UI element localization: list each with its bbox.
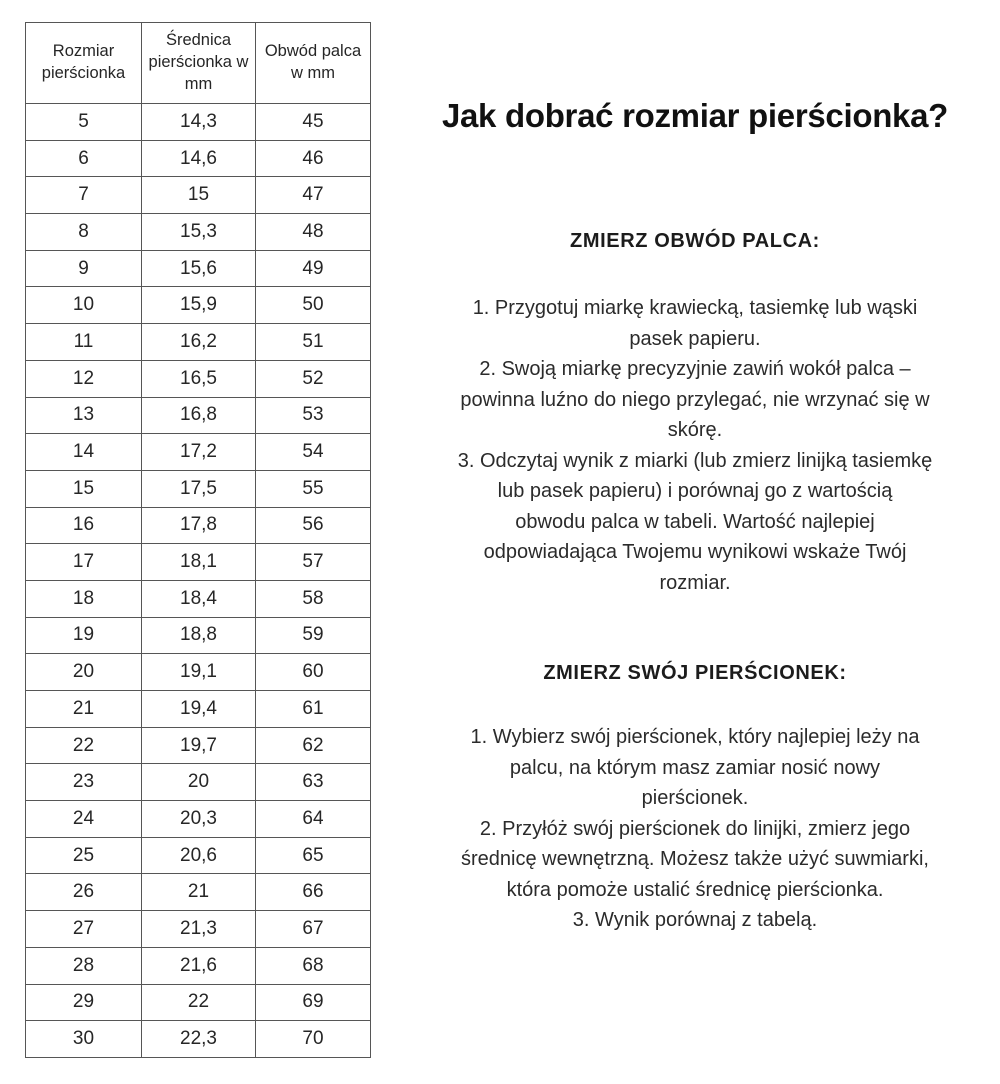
table-cell: 20,6	[142, 837, 256, 874]
instruction-line: palcu, na którym masz zamiar nosić nowy	[509, 756, 881, 779]
table-cell: 66	[256, 874, 371, 911]
instruction-step	[398, 814, 992, 906]
table-cell: 9	[26, 250, 142, 287]
instruction-line: 2. Swoją miarkę precyzyjnie zawiń wokół palca –	[479, 358, 911, 380]
table-cell: 23	[26, 764, 142, 801]
table-cell: 15,9	[142, 287, 256, 324]
section-heading-measure-finger: ZMIERZ OBWÓD PALCA:	[570, 230, 820, 252]
instruction-line: która pomoże ustalić średnicę pierścionka.	[506, 878, 884, 901]
section-heading-measure-ring: ZMIERZ SWÓJ PIERŚCIONEK:	[543, 662, 847, 684]
ring-size-table	[25, 22, 371, 1058]
table-cell: 12	[26, 360, 142, 397]
table-cell: 18,1	[142, 544, 256, 581]
table-cell: 20	[142, 764, 256, 801]
instruction-line: odpowiadająca Twojemu wynikowi wskaże Twój	[483, 541, 907, 563]
instruction-line: rozmiar.	[659, 571, 731, 594]
table-row	[26, 874, 371, 911]
table-cell: 7	[26, 177, 142, 214]
table-cell: 14,3	[142, 104, 256, 141]
table-cell: 27	[26, 911, 142, 948]
table-row	[26, 544, 371, 581]
table-cell: 14	[26, 434, 142, 471]
table-cell: 51	[256, 324, 371, 361]
table-cell: 22	[142, 984, 256, 1021]
table-cell: 56	[256, 507, 371, 544]
table-cell: 14,6	[142, 140, 256, 177]
table-row	[26, 140, 371, 177]
table-cell: 20,3	[142, 801, 256, 838]
table-cell: 30	[26, 1021, 142, 1058]
table-cell: 19,7	[142, 727, 256, 764]
instructions-list-measure-finger	[398, 293, 992, 598]
instruction-line: 2. Przyłóż swój pierścionek do linijki, zmierz jego	[479, 817, 911, 840]
table-cell: 15	[142, 177, 256, 214]
table-row	[26, 947, 371, 984]
instruction-line: powinna luźno do niego przylegać, nie wrzynać się w	[460, 388, 930, 411]
instruction-line: 3. Odczytaj wynik z miarki (lub zmierz linijką tasiemkę	[457, 449, 933, 472]
instructions-column	[398, 0, 992, 1084]
table-cell: 10	[26, 287, 142, 324]
table-cell: 61	[256, 691, 371, 728]
table-cell: 50	[256, 287, 371, 324]
table-cell: 45	[256, 104, 371, 141]
table-cell: 17,2	[142, 434, 256, 471]
instruction-step	[398, 293, 992, 354]
table-cell: 8	[26, 214, 142, 251]
table-cell: 17,8	[142, 507, 256, 544]
table-row	[26, 727, 371, 764]
instruction-line: 1. Wybierz swój pierścionek, który najlepiej leży na	[470, 726, 920, 748]
instruction-line: 3. Wynik porównaj z tabelą.	[572, 909, 818, 931]
table-row	[26, 764, 371, 801]
table-cell: 47	[256, 177, 371, 214]
table-row	[26, 250, 371, 287]
table-cell: 16	[26, 507, 142, 544]
table-cell: 25	[26, 837, 142, 874]
instruction-line: pierścionek.	[641, 787, 749, 809]
table-row	[26, 580, 371, 617]
table-row	[26, 984, 371, 1021]
table-cell: 63	[256, 764, 371, 801]
instruction-step	[398, 722, 992, 814]
table-cell: 18,4	[142, 580, 256, 617]
table-cell: 64	[256, 801, 371, 838]
table-cell: 19	[26, 617, 142, 654]
table-cell: 15,6	[142, 250, 256, 287]
header-cell-ring-diameter: Średnica pierścionka w mm	[142, 23, 256, 104]
table-row	[26, 801, 371, 838]
table-row	[26, 470, 371, 507]
table-cell: 13	[26, 397, 142, 434]
instruction-step	[398, 905, 992, 936]
table-row	[26, 837, 371, 874]
table-row	[26, 177, 371, 214]
table-row	[26, 434, 371, 471]
table-row	[26, 397, 371, 434]
table-cell: 21	[142, 874, 256, 911]
table-cell: 59	[256, 617, 371, 654]
table-cell: 58	[256, 580, 371, 617]
table-cell: 21,6	[142, 947, 256, 984]
instructions-list-measure-ring	[398, 722, 992, 936]
table-row	[26, 654, 371, 691]
table-row	[26, 617, 371, 654]
table-row	[26, 324, 371, 361]
table-cell: 19,4	[142, 691, 256, 728]
table-cell: 69	[256, 984, 371, 1021]
instruction-line: obwodu palca w tabeli. Wartość najlepiej	[515, 510, 875, 533]
table-cell: 21	[26, 691, 142, 728]
table-row	[26, 104, 371, 141]
table-row	[26, 1021, 371, 1058]
table-cell: 15,3	[142, 214, 256, 251]
instruction-line: skórę.	[667, 419, 723, 441]
table-cell: 21,3	[142, 911, 256, 948]
instruction-line: 1. Przygotuj miarkę krawiecką, tasiemkę lub wąski	[472, 297, 918, 319]
instruction-step	[398, 354, 992, 446]
instruction-line: lub pasek papieru) i porównaj go z wartością	[497, 480, 893, 502]
header-cell-ring-size: Rozmiar pierścionka	[26, 23, 142, 104]
table-cell: 22,3	[142, 1021, 256, 1058]
instruction-line: pasek papieru.	[629, 327, 761, 350]
table-cell: 17	[26, 544, 142, 581]
table-cell: 55	[256, 470, 371, 507]
table-cell: 18,8	[142, 617, 256, 654]
header-cell-finger-circumference: Obwód palca w mm	[256, 23, 371, 104]
table-cell: 11	[26, 324, 142, 361]
table-cell: 54	[256, 434, 371, 471]
table-cell: 52	[256, 360, 371, 397]
instruction-step	[398, 446, 992, 599]
table-cell: 48	[256, 214, 371, 251]
table-cell: 70	[256, 1021, 371, 1058]
table-cell: 18	[26, 580, 142, 617]
table-cell: 16,5	[142, 360, 256, 397]
table-cell: 62	[256, 727, 371, 764]
table-row	[26, 360, 371, 397]
table-cell: 6	[26, 140, 142, 177]
table-cell: 53	[256, 397, 371, 434]
table-cell: 29	[26, 984, 142, 1021]
table-cell: 49	[256, 250, 371, 287]
table-cell: 67	[256, 911, 371, 948]
table-header-row	[26, 23, 371, 104]
table-cell: 28	[26, 947, 142, 984]
table-cell: 17,5	[142, 470, 256, 507]
table-row	[26, 287, 371, 324]
table-cell: 26	[26, 874, 142, 911]
page-title: Jak dobrać rozmiar pierścionka?	[441, 97, 949, 134]
table-cell: 19,1	[142, 654, 256, 691]
table-row	[26, 507, 371, 544]
instruction-line: średnicę wewnętrzną. Możesz także użyć suwmiarki,	[461, 848, 929, 870]
table-cell: 65	[256, 837, 371, 874]
table-cell: 22	[26, 727, 142, 764]
table-cell: 15	[26, 470, 142, 507]
table-cell: 68	[256, 947, 371, 984]
table-cell: 24	[26, 801, 142, 838]
table-cell: 57	[256, 544, 371, 581]
table-body	[26, 104, 371, 1058]
table-cell: 16,8	[142, 397, 256, 434]
table-cell: 16,2	[142, 324, 256, 361]
table-cell: 20	[26, 654, 142, 691]
table-row	[26, 911, 371, 948]
table-cell: 5	[26, 104, 142, 141]
table-cell: 60	[256, 654, 371, 691]
table-row	[26, 691, 371, 728]
table-row	[26, 214, 371, 251]
table-cell: 46	[256, 140, 371, 177]
